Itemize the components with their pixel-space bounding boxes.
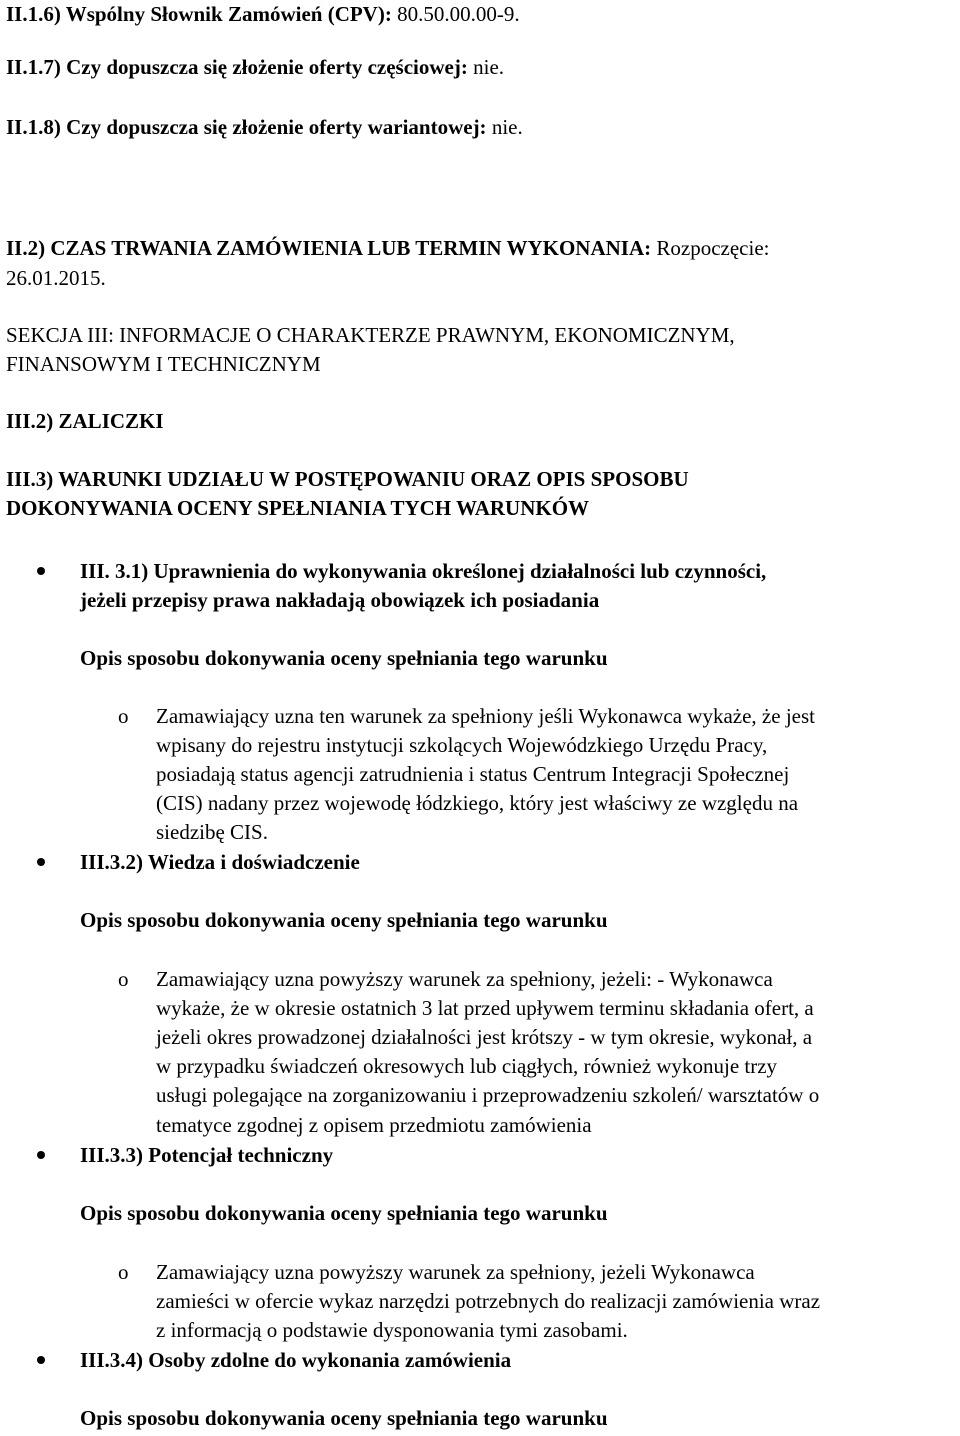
bullet-icon — [37, 1356, 45, 1364]
section-value: nie. — [467, 55, 505, 79]
section-label: II.2) CZAS TRWANIA ZAMÓWIENIA LUB TERMIN WYKONANIA: — [6, 236, 652, 260]
item-desc-line: w przypadku świadczeń okresowych lub ciągłych, również wykonuje trzy — [156, 1054, 778, 1078]
opis-label: Opis sposobu dokonywania oceny spełniania tego warunku — [80, 646, 608, 670]
section-III-2: III.2) ZALICZKI — [6, 409, 164, 433]
opis-label: Opis sposobu dokonywania oceny spełniania tego warunku — [80, 908, 608, 932]
item-desc-line: posiadają status agencji zatrudnienia i status Centrum Integracji Społecznej — [156, 762, 790, 786]
item-desc-line: siedzibę CIS. — [156, 820, 268, 844]
section-label: II.1.8) Czy dopuszcza się złożenie oferty wariantowej: — [6, 115, 487, 139]
circle-bullet-icon: o — [118, 967, 129, 991]
item-title: III. 3.1) Uprawnienia do wykonywania określonej działalności lub czynności, — [80, 559, 767, 583]
item-desc-line: wpisany do rejestru instytucji szkolących Wojewódzkiego Urzędu Pracy, — [156, 733, 768, 757]
item-desc-line: z informacją o podstawie dysponowania tymi zasobami. — [156, 1318, 628, 1342]
bullet-icon — [37, 858, 45, 866]
section-II-2 — [6, 234, 769, 263]
section-value: Rozpoczęcie: — [651, 236, 770, 260]
section-label: II.1.6) Wspólny Słownik Zamówień (CPV): — [6, 2, 392, 26]
item-title: III.3.2) Wiedza i doświadczenie — [80, 850, 360, 874]
section-III-line2: FINANSOWYM I TECHNICZNYM — [6, 352, 321, 376]
section-II-1-7 — [6, 53, 504, 82]
section-label: II.1.7) Czy dopuszcza się złożenie oferty częściowej: — [6, 55, 468, 79]
opis-label: Opis sposobu dokonywania oceny spełniania tego warunku — [80, 1201, 608, 1225]
opis-label: Opis sposobu dokonywania oceny spełniania tego warunku — [80, 1406, 608, 1430]
item-desc-line: wykaże, że w okresie ostatnich 3 lat przed upływem terminu składania ofert, a — [156, 996, 814, 1020]
section-III-3-line1: III.3) WARUNKI UDZIAŁU W POSTĘPOWANIU ORAZ OPIS SPOSOBU — [6, 467, 689, 491]
item-desc-line: Zamawiający uzna ten warunek za spełniony jeśli Wykonawca wykaże, że jest — [156, 704, 815, 728]
item-title: III.3.3) Potencjał techniczny — [80, 1143, 334, 1167]
item-desc-line: Zamawiający uzna powyższy warunek za spełniony, jeżeli: - Wykonawca — [156, 967, 773, 991]
circle-bullet-icon: o — [118, 704, 129, 728]
bullet-icon — [37, 1151, 45, 1159]
section-II-2-date: 26.01.2015. — [6, 266, 106, 290]
section-III-3-line2: DOKONYWANIA OCENY SPEŁNIANIA TYCH WARUNKÓW — [6, 496, 590, 520]
item-title: III.3.4) Osoby zdolne do wykonania zamówienia — [80, 1348, 512, 1372]
bullet-icon — [37, 567, 45, 575]
item-desc-line: tematyce zgodnej z opisem przedmiotu zamówienia — [156, 1113, 592, 1137]
circle-bullet-icon: o — [118, 1260, 129, 1284]
section-II-1-8 — [6, 113, 523, 142]
item-desc-line: Zamawiający uzna powyższy warunek za spełniony, jeżeli Wykonawca — [156, 1260, 755, 1284]
item-title-cont: jeżeli przepisy prawa nakładają obowiązek ich posiadania — [80, 588, 600, 612]
item-desc-line: usługi polegające na zorganizowaniu i przeprowadzeniu szkoleń/ warsztatów o — [156, 1083, 820, 1107]
section-value: 80.50.00.00-9. — [391, 2, 520, 26]
item-desc-line: zamieści w ofercie wykaz narzędzi potrzebnych do realizacji zamówienia wraz — [156, 1289, 821, 1313]
item-desc-line: (CIS) nadany przez wojewodę łódzkiego, który jest właściwy ze względu na — [156, 791, 799, 815]
section-value: nie. — [486, 115, 523, 139]
item-desc-line: jeżeli okres prowadzonej działalności jest krótszy - w tym okresie, wykonał, a — [156, 1025, 813, 1049]
section-III-line1: SEKCJA III: INFORMACJE O CHARAKTERZE PRAWNYM, EKONOMICZNYM, — [6, 323, 735, 347]
section-II-1-6 — [6, 0, 520, 29]
